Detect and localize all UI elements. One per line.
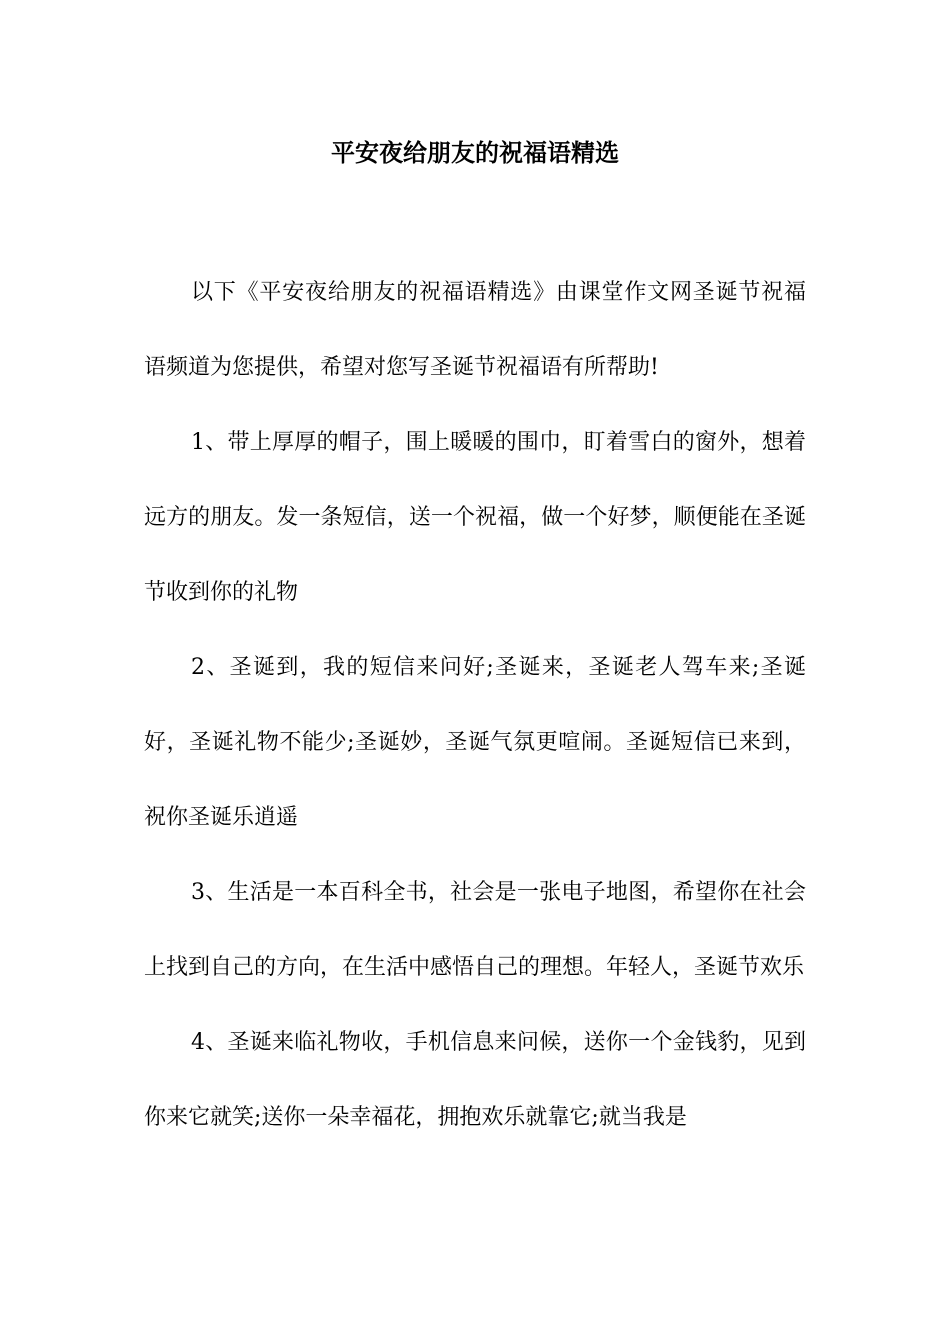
document-body (144, 255, 806, 1155)
paragraph-item-2: 2、圣诞到，我的短信来问好;圣诞来，圣诞老人驾车来;圣诞好，圣诞礼物不能少;圣诞妙，圣诞气氛更喧闹。圣诞短信已来到，祝你圣诞乐逍遥 (144, 655, 806, 830)
paragraph-item-3: 3、生活是一本百科全书，社会是一张电子地图，希望你在社会上找到自己的方向，在生活中感悟自己的理想。年轻人，圣诞节欢乐 (144, 880, 806, 980)
paragraph-item-4: 4、圣诞来临礼物收，手机信息来问候，送你一个金钱豹，见到你来它就笑;送你一朵幸福花，拥抱欢乐就靠它;就当我是 (144, 1030, 806, 1130)
paragraph-item-1: 1、带上厚厚的帽子，围上暖暖的围巾，盯着雪白的窗外，想着远方的朋友。发一条短信，送一个祝福，做一个好梦，顺便能在圣诞节收到你的礼物 (144, 430, 806, 605)
document-title: 平安夜给朋友的祝福语精选 (331, 138, 619, 167)
paragraph-intro: 以下《平安夜给朋友的祝福语精选》由课堂作文网圣诞节祝福语频道为您提供，希望对您写圣诞节祝福语有所帮助! (144, 280, 806, 380)
